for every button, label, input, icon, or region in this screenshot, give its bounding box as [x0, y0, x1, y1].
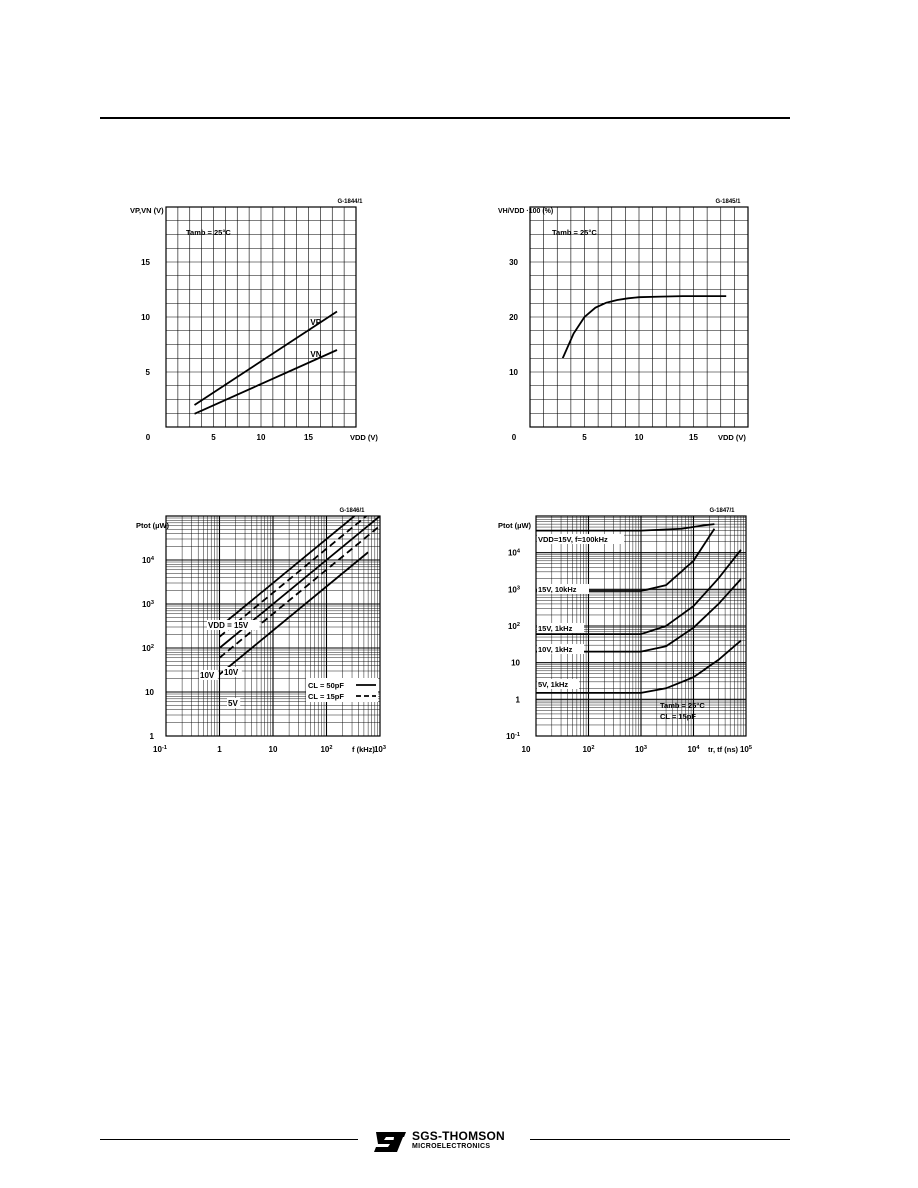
x-tick-label: $10^3$ [373, 745, 387, 754]
x-tick-label: $10^4$ [687, 745, 700, 754]
x-tick-label: 10 [268, 745, 278, 754]
chart-code: G-1846/1 [339, 508, 365, 514]
series-label: 15V, 1kHz [538, 624, 573, 633]
x-tick-label: 15 [689, 433, 698, 442]
condition-annotation: Tamb = 25°C [186, 228, 231, 237]
x-tick-label: $10^5$ [739, 745, 753, 754]
series-line [220, 495, 381, 627]
y-tick-label: 1 [149, 732, 154, 741]
series-label: VDD=15V, f=100kHz [538, 535, 608, 544]
series-label: 15V, 10kHz [538, 585, 577, 594]
series-line [220, 552, 369, 674]
x-tick-label: 5 [582, 433, 587, 442]
y-tick-label: $10^{-1}$ [506, 732, 520, 741]
y-tick-label: 10 [509, 368, 518, 377]
condition-annotation: Tamb = 25°C [552, 228, 597, 237]
brand-name: SGS-THOMSON [412, 1129, 505, 1143]
y-tick-label: $10^3$ [141, 600, 154, 609]
x-axis-label: tr, tf (ns) [708, 745, 738, 754]
x-tick-label: 0 [145, 433, 151, 442]
x-tick-label: 15 [304, 433, 313, 442]
series-line [220, 505, 381, 637]
y-tick-label: $10^2$ [141, 644, 154, 653]
footer-rule-left [100, 1139, 358, 1140]
y-tick-label: $10^4$ [507, 548, 520, 558]
y-tick-label: $10^2$ [507, 622, 520, 631]
series-line-vn [195, 350, 338, 414]
x-tick-label: 10 [256, 433, 266, 442]
y-tick-label: 10 [511, 658, 520, 668]
x-tick-label: 0 [511, 433, 517, 442]
x-tick-label: 10 [634, 433, 644, 442]
series-label: 10V, 1kHz [538, 645, 573, 654]
x-tick-label: 1 [217, 745, 222, 754]
y-tick-label: 10 [141, 313, 150, 322]
x-axis-label: VDD (V) [350, 433, 378, 442]
series-label-vp: VP [310, 318, 322, 328]
series-line [220, 526, 381, 658]
header-rule [100, 117, 790, 119]
condition-annotation: Tamb = 25°C [660, 701, 705, 710]
series-label: VDD = 15V [208, 621, 249, 630]
y-tick-label: 20 [509, 313, 518, 322]
x-tick-label: $10^2$ [320, 745, 333, 754]
y-axis-label: VH/VDD ·100 (%) [498, 208, 554, 215]
y-tick-label: 10 [145, 688, 154, 697]
series-label-vn: VN [310, 350, 322, 359]
chart-code: G-1844/1 [337, 199, 363, 205]
x-tick-label: $10^3$ [634, 745, 648, 754]
condition-annotation-2: CL = 15pF [660, 712, 696, 721]
y-tick-label: $10^4$ [141, 556, 154, 565]
series-label: 5V [228, 699, 238, 708]
st-logo-icon [372, 1128, 408, 1154]
series-label: 10V [224, 668, 239, 677]
y-tick-label: $10^3$ [507, 585, 520, 595]
brand-logo [372, 1128, 532, 1154]
y-tick-label: 30 [509, 258, 518, 267]
series-line-hysteresis [563, 296, 727, 358]
x-tick-label: 5 [211, 433, 216, 442]
legend-label-15pf: CL = 15pF [308, 692, 344, 701]
legend-label-50pf: CL = 50pF [308, 681, 344, 690]
chart-code: G-1845/1 [715, 199, 741, 205]
x-axis-label: f (kHz) [352, 745, 375, 754]
brand-subtitle: MICROELECTRONICS [412, 1143, 491, 1150]
x-axis-label: VDD (V) [718, 433, 746, 442]
series-label: 5V, 1kHz [538, 680, 569, 689]
chart-code: G-1847/1 [709, 508, 735, 514]
y-axis-label: Ptot (µW) [136, 521, 170, 530]
footer-rule-right [530, 1139, 790, 1140]
y-tick-label: 15 [141, 258, 150, 267]
chart-power-vs-frequency [120, 500, 400, 770]
chart-power-vs-rise-fall-time [490, 500, 770, 770]
series-label: 10V [200, 671, 215, 680]
y-axis-label: VP,VN (V) [130, 206, 164, 215]
y-tick-label: 5 [145, 368, 150, 377]
x-tick-label: $10^{-1}$ [153, 745, 167, 754]
x-tick-label: 10 [521, 745, 531, 754]
x-tick-label: $10^2$ [582, 745, 595, 754]
y-axis-label: Ptot (µW) [498, 521, 532, 530]
chart-vp-vn-vs-vdd [120, 185, 400, 455]
chart-hysteresis-vs-vdd [490, 185, 770, 455]
y-tick-label: 1 [515, 695, 520, 705]
